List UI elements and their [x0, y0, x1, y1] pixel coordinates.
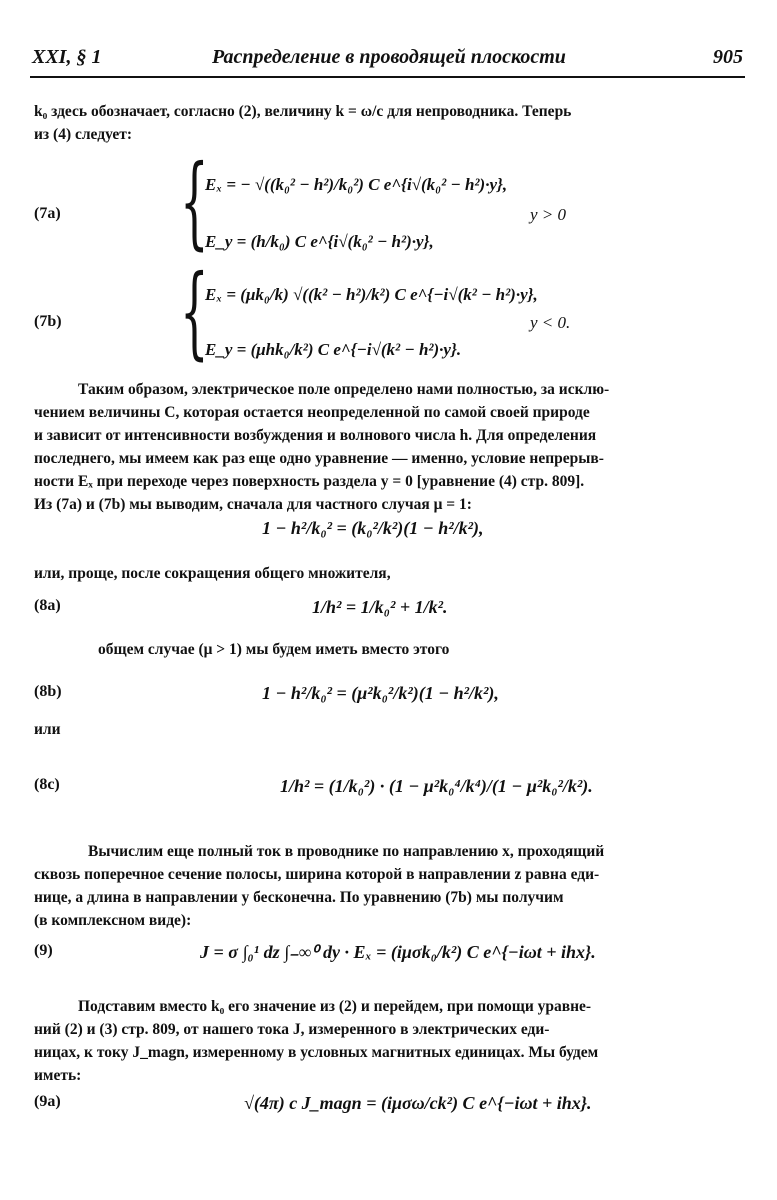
equation-tag-7b: (7b) [34, 313, 62, 330]
text-line: Из (7a) и (7b) мы выводим, сначала для частного случая μ = 1: [34, 496, 472, 513]
text-line: Вычислим еще полный ток в проводнике по направлению x, проходящий [88, 843, 605, 860]
text-line: Подставим вместо k₀ его значение из (2) и перейдем, при помощи уравне- [78, 998, 592, 1015]
equation-tag-7a: (7a) [34, 205, 61, 222]
equation-tag-8c: (8c) [34, 776, 60, 793]
text-line: ности Eₓ при переходе через поверхность раздела y = 0 [уравнение (4) стр. 809]. [34, 473, 585, 490]
intro-paragraph [34, 100, 726, 146]
equation-8c: 1/h² = (1/k₀²) · (1 − μ²k₀⁴/k⁴)/(1 − μ²k₀²/k²). [280, 776, 593, 796]
left-brace: { [180, 253, 209, 370]
text-line: или [34, 721, 61, 738]
equation-7b-line2: E_y = (μhk₀/k²) C e^{−i√(k² − h²)·y}. [205, 340, 462, 359]
text-ili [34, 718, 726, 741]
text-line: чением величины C, которая остается неопределенной по самой своей природе [34, 404, 590, 421]
header-title: Распределение в проводящей плоскости [212, 46, 566, 68]
running-header [32, 46, 743, 74]
equation-8a: 1/h² = 1/k₀² + 1/k². [312, 597, 448, 617]
header-rule [30, 76, 745, 78]
equation-mu1: 1 − h²/k₀² = (k₀²/k²)(1 − h²/k²), [262, 518, 484, 538]
text-line: Таким образом, электрическое поле определено нами полностью, за исклю- [78, 381, 610, 398]
text-line: k₀ здесь обозначает, согласно (2), величину k = ω/c для непроводника. Теперь [34, 103, 572, 120]
text-line: из (4) следует: [34, 126, 133, 143]
equation-9a: √(4π) c J_magn = (iμσω/ck²) C e^{−iωt + ihx}. [244, 1093, 592, 1113]
equation-7a-line1: Eₓ = − √((k₀² − h²)/k₀²) C e^{i√(k₀² − h²)·y}, [205, 175, 508, 194]
paragraph-1 [34, 378, 726, 516]
equation-tag-8a: (8a) [34, 597, 61, 614]
equation-tag-8b: (8b) [34, 683, 62, 700]
left-brace: { [180, 143, 209, 260]
text-line: или, проще, после сокращения общего множителя, [34, 565, 391, 582]
text-line: и зависит от интенсивности возбуждения и волнового числа h. Для определения [34, 427, 597, 444]
equation-8b: 1 − h²/k₀² = (μ²k₀²/k²)(1 − h²/k²), [262, 683, 499, 703]
equation-7a-line2: E_y = (h/k₀) C e^{i√(k₀² − h²)·y}, [205, 232, 434, 251]
page-number: 905 [713, 46, 743, 68]
text-line: сквозь поперечное сечение полосы, ширина которой в направлении z равна еди- [34, 866, 600, 883]
text-line: ницах, к току J_magn, измеренному в условных магнитных единицах. Мы будем [34, 1044, 599, 1061]
paragraph-2 [34, 840, 726, 932]
condition-7b: y < 0. [530, 313, 571, 332]
text-line: (в комплексном виде): [34, 912, 192, 929]
equation-9: J = σ ∫₀¹ dz ∫₋∞⁰ dy · Eₓ = (iμσk₀/k²) C e^{−iωt + ihx}. [200, 942, 596, 962]
text-line: нице, а длина в направлении y бесконечна. По уравнению (7b) мы получим [34, 889, 564, 906]
text-line: иметь: [34, 1067, 82, 1084]
condition-7a: y > 0 [530, 205, 567, 224]
equation-7b-line1: Eₓ = (μk₀/k) √((k² − h²)/k²) C e^{−i√(k² − h²)·y}, [205, 285, 538, 304]
paragraph-3 [34, 995, 726, 1087]
text-after-mu1 [34, 562, 726, 585]
text-line: последнего, мы имеем как раз еще одно уравнение — именно, условие непрерыв- [34, 450, 604, 467]
equation-tag-9a: (9a) [34, 1093, 61, 1110]
text-line: ний (2) и (3) стр. 809, от нашего тока J, измеренного в электрических еди- [34, 1021, 550, 1038]
equation-tag-9: (9) [34, 942, 53, 959]
header-section: XXI, § 1 [32, 46, 102, 68]
text-general-case [34, 638, 726, 661]
text-line: общем случае (μ > 1) мы будем иметь вместо этого [98, 641, 450, 658]
